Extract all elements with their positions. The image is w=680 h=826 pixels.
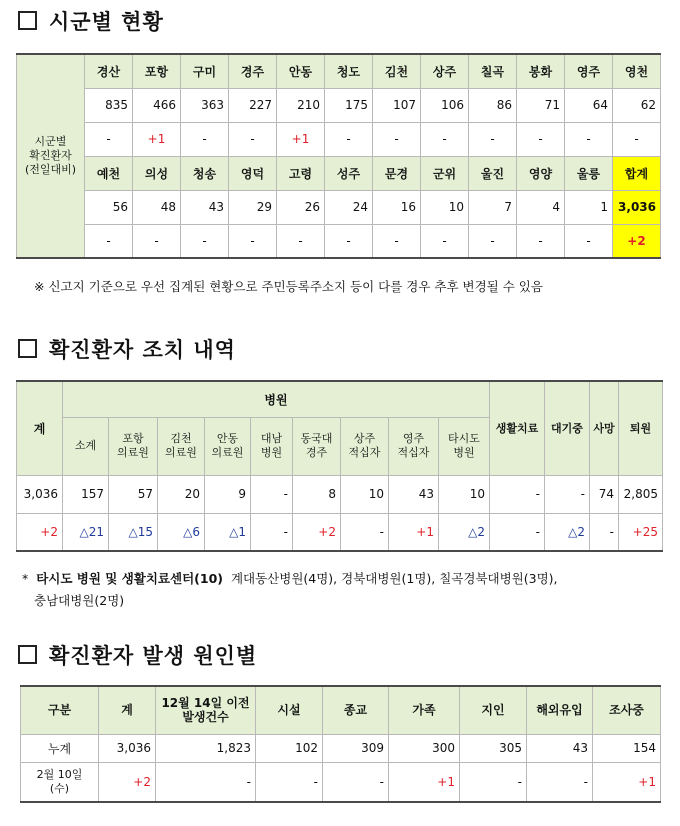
city-header: 군위 — [421, 156, 469, 190]
cause-header: 조사중 — [593, 686, 661, 734]
city-count: 835 — [85, 88, 133, 122]
cumulative-cell: 1,823 — [156, 734, 256, 762]
checkbox-square-icon — [18, 11, 37, 30]
side-label: 시군별 확진환자 (전일대비) — [17, 54, 85, 258]
cumulative-cell: 305 — [460, 734, 527, 762]
count-cell: - — [545, 475, 590, 513]
table-row — [17, 190, 661, 224]
infection-cause-table — [20, 685, 661, 803]
hospital-subheader: 영주 적십자 — [389, 417, 439, 475]
daily-change-cell: - — [156, 762, 256, 802]
city-header: 청도 — [325, 54, 373, 88]
city-change: - — [469, 122, 517, 156]
count-cell: 3,036 — [17, 475, 63, 513]
count-cell: 57 — [109, 475, 158, 513]
city-count: 210 — [277, 88, 325, 122]
city-count: 3,036 — [613, 190, 661, 224]
city-header: 안동 — [277, 54, 325, 88]
city-header: 상주 — [421, 54, 469, 88]
city-count: 26 — [277, 190, 325, 224]
city-header: 영덕 — [229, 156, 277, 190]
count-cell: - — [490, 475, 545, 513]
table-row — [21, 762, 661, 802]
cause-header: 해외유입 — [527, 686, 593, 734]
city-count: 64 — [565, 88, 613, 122]
city-count: 56 — [85, 190, 133, 224]
change-cell: +25 — [619, 513, 663, 551]
city-count: 227 — [229, 88, 277, 122]
daily-change-cell: - — [527, 762, 593, 802]
city-count: 106 — [421, 88, 469, 122]
col-other-header: 사망 — [590, 381, 619, 475]
hospital-subheader: 김천 의료원 — [158, 417, 205, 475]
city-count: 4 — [517, 190, 565, 224]
city-change: - — [181, 122, 229, 156]
city-count: 107 — [373, 88, 421, 122]
city-change: +1 — [133, 122, 181, 156]
count-cell: 157 — [63, 475, 109, 513]
city-change: - — [373, 224, 421, 258]
count-cell: 9 — [205, 475, 251, 513]
city-change: - — [85, 224, 133, 258]
city-count: 29 — [229, 190, 277, 224]
city-header: 영천 — [613, 54, 661, 88]
cumulative-cell: 43 — [527, 734, 593, 762]
city-change: - — [229, 122, 277, 156]
city-change: - — [421, 224, 469, 258]
city-change: - — [469, 224, 517, 258]
count-cell: 74 — [590, 475, 619, 513]
table-row — [17, 475, 663, 513]
change-cell: - — [590, 513, 619, 551]
table-row — [17, 88, 661, 122]
hospital-subheader: 포항 의료원 — [109, 417, 158, 475]
cumulative-cell: 누계 — [21, 734, 99, 762]
cumulative-cell: 154 — [593, 734, 661, 762]
city-change: - — [517, 122, 565, 156]
hospital-subheader: 동국대 경주 — [293, 417, 341, 475]
city-header: 봉화 — [517, 54, 565, 88]
cumulative-cell: 3,036 — [99, 734, 156, 762]
city-change: - — [565, 224, 613, 258]
change-cell: △2 — [439, 513, 490, 551]
cause-header: 가족 — [389, 686, 460, 734]
change-cell: △21 — [63, 513, 109, 551]
city-header: 울릉 — [565, 156, 613, 190]
col-other-header: 퇴원 — [619, 381, 663, 475]
city-header: 고령 — [277, 156, 325, 190]
city-count: 7 — [469, 190, 517, 224]
cumulative-cell: 102 — [256, 734, 323, 762]
city-header: 경산 — [85, 54, 133, 88]
count-cell: - — [251, 475, 293, 513]
checkbox-square-icon — [18, 645, 37, 664]
city-header: 청송 — [181, 156, 229, 190]
change-cell: △6 — [158, 513, 205, 551]
section3-title: 확진환자 발생 원인별 — [18, 640, 257, 670]
city-change: - — [229, 224, 277, 258]
change-cell: +1 — [389, 513, 439, 551]
city-header: 성주 — [325, 156, 373, 190]
city-change: - — [517, 224, 565, 258]
cause-header: 구분 — [21, 686, 99, 734]
cause-header: 계 — [99, 686, 156, 734]
table-row — [21, 734, 661, 762]
change-cell: △15 — [109, 513, 158, 551]
hospital-subheader: 타시도 병원 — [439, 417, 490, 475]
daily-change-cell: - — [323, 762, 389, 802]
count-cell: 20 — [158, 475, 205, 513]
table-row — [21, 686, 661, 734]
table-row — [17, 224, 661, 258]
city-change: - — [373, 122, 421, 156]
city-count: 62 — [613, 88, 661, 122]
city-count: 43 — [181, 190, 229, 224]
city-count: 24 — [325, 190, 373, 224]
table-row — [17, 54, 661, 88]
cumulative-cell: 309 — [323, 734, 389, 762]
checkbox-square-icon — [18, 339, 37, 358]
col-other-header: 생활치료 — [490, 381, 545, 475]
city-header: 문경 — [373, 156, 421, 190]
city-change: - — [325, 224, 373, 258]
cause-header: 지인 — [460, 686, 527, 734]
city-header: 구미 — [181, 54, 229, 88]
daily-change-cell: - — [256, 762, 323, 802]
table-row — [17, 381, 663, 417]
section2-note-line2: 충남대병원(2명) — [34, 593, 125, 608]
city-header: 합계 — [613, 156, 661, 190]
change-cell: +2 — [293, 513, 341, 551]
daily-change-cell: +1 — [389, 762, 460, 802]
city-header: 김천 — [373, 54, 421, 88]
daily-change-cell: +1 — [593, 762, 661, 802]
city-count: 86 — [469, 88, 517, 122]
change-cell: +2 — [17, 513, 63, 551]
city-count: 10 — [421, 190, 469, 224]
city-count: 71 — [517, 88, 565, 122]
hospital-subheader: 안동 의료원 — [205, 417, 251, 475]
change-cell: △2 — [545, 513, 590, 551]
city-change: +1 — [277, 122, 325, 156]
count-cell: 43 — [389, 475, 439, 513]
cause-header: 종교 — [323, 686, 389, 734]
table-row — [17, 513, 663, 551]
city-count: 175 — [325, 88, 373, 122]
count-cell: 10 — [341, 475, 389, 513]
daily-change-cell: +2 — [99, 762, 156, 802]
city-header: 울진 — [469, 156, 517, 190]
city-change: - — [565, 122, 613, 156]
city-change: - — [277, 224, 325, 258]
city-change: - — [325, 122, 373, 156]
city-count: 363 — [181, 88, 229, 122]
count-cell: 2,805 — [619, 475, 663, 513]
cause-header: 12월 14일 이전 발생건수 — [156, 686, 256, 734]
hospital-subheader: 대남 병원 — [251, 417, 293, 475]
city-header: 의성 — [133, 156, 181, 190]
col-hospital-header: 병원 — [63, 381, 490, 417]
count-cell: 10 — [439, 475, 490, 513]
city-header: 예천 — [85, 156, 133, 190]
city-change: - — [421, 122, 469, 156]
daily-change-cell: - — [460, 762, 527, 802]
change-cell: - — [251, 513, 293, 551]
hospital-subheader: 상주 적십자 — [341, 417, 389, 475]
change-cell: △1 — [205, 513, 251, 551]
section2-title: 확진환자 조치 내역 — [18, 334, 236, 364]
hospital-subheader: 소계 — [63, 417, 109, 475]
city-change: - — [133, 224, 181, 258]
change-cell: - — [490, 513, 545, 551]
city-change: - — [613, 122, 661, 156]
table-row — [17, 122, 661, 156]
city-count: 48 — [133, 190, 181, 224]
col-total-header: 계 — [17, 381, 63, 475]
section2-note: * 타시도 병원 및 생활치료센터(10) 계대동산병원(4명), 경북대병원(1명), 칠곡경북대병원(3명), — [22, 571, 558, 586]
date-label: 2월 10일 (수) — [21, 762, 99, 802]
cumulative-cell: 300 — [389, 734, 460, 762]
city-header: 영양 — [517, 156, 565, 190]
city-header: 포항 — [133, 54, 181, 88]
city-header: 영주 — [565, 54, 613, 88]
city-header: 칠곡 — [469, 54, 517, 88]
change-cell: - — [341, 513, 389, 551]
city-count: 1 — [565, 190, 613, 224]
city-header: 경주 — [229, 54, 277, 88]
patient-action-table — [16, 380, 663, 552]
city-change: +2 — [613, 224, 661, 258]
region-status-table — [16, 53, 661, 259]
city-count: 466 — [133, 88, 181, 122]
table-row — [17, 156, 661, 190]
city-change: - — [181, 224, 229, 258]
col-other-header: 대기중 — [545, 381, 590, 475]
count-cell: 8 — [293, 475, 341, 513]
city-change: - — [85, 122, 133, 156]
section1-title: 시군별 현황 — [18, 6, 164, 36]
section1-note: ※ 신고지 기준으로 우선 집계된 현황으로 주민등록주소지 등이 다를 경우 추후 변경될 수 있음 — [34, 279, 543, 294]
city-count: 16 — [373, 190, 421, 224]
cause-header: 시설 — [256, 686, 323, 734]
